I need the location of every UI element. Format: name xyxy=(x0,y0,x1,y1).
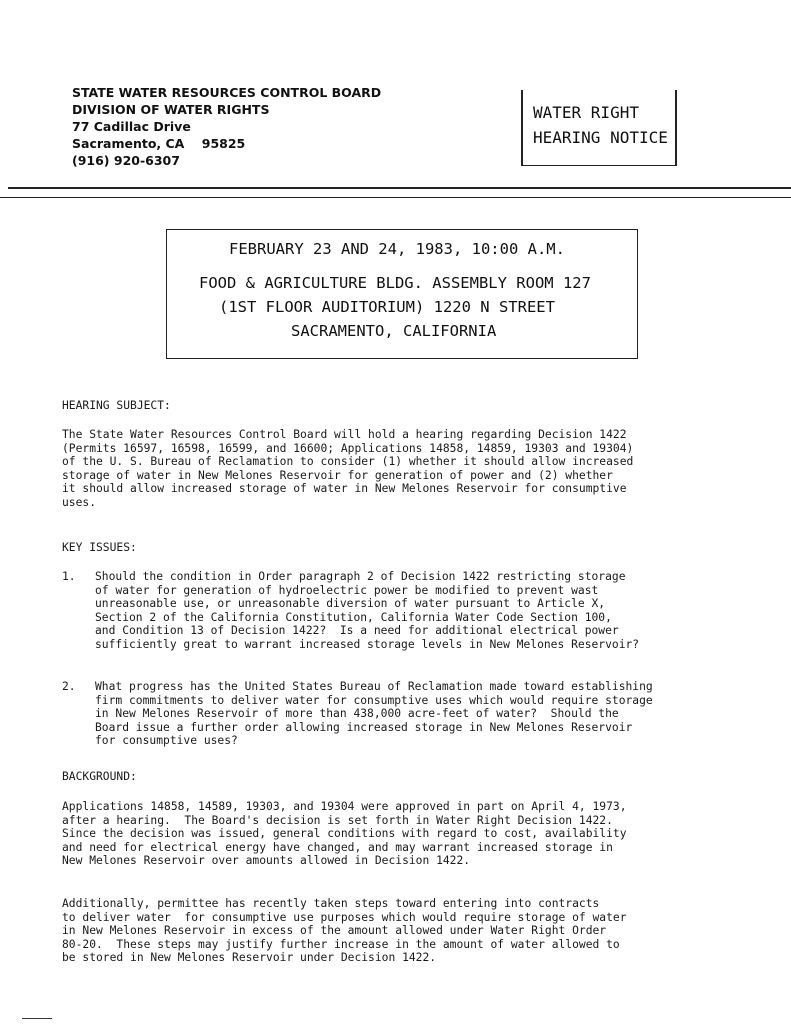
page-edge-mark xyxy=(22,1018,52,1019)
notice-title-line1: WATER RIGHT xyxy=(533,103,639,122)
hearing-building: FOOD & AGRICULTURE BLDG. ASSEMBLY ROOM 127 xyxy=(199,274,591,292)
city-state-zip: Sacramento, CA 95825 xyxy=(72,136,246,151)
hearing-subject-heading: HEARING SUBJECT: xyxy=(62,399,171,412)
background-heading: BACKGROUND: xyxy=(62,770,137,783)
issue-2-text: What progress has the United States Bureau of Reclamation made toward establishing firm commitments to deliver water for consumptive uses which would require storage in New Melones Reservoir of more than 438,000 acre-feet of water? Should the Board issue a further order allowing increased storage in New Melones Reservoir for consumptive uses? xyxy=(95,680,653,748)
hearing-details-box xyxy=(166,229,638,359)
hearing-subject-text: The State Water Resources Control Board will hold a hearing regarding Decision 1422 (Permits 16597, 16598, 16599, and 16600; Applications 14858, 14859, 19303 and 19304) of the U. S. Bureau of Reclamation to consider (1) whether it should allow increased storage of water in New Melones Reservoir for generation of power and (2) whether it should allow increased storage of water in New Melones Reservoir for consumptive uses. xyxy=(62,428,634,509)
hearing-city: SACRAMENTO, CALIFORNIA xyxy=(291,322,497,340)
hearing-floor: (1ST FLOOR AUDITORIUM) 1220 N STREET xyxy=(219,298,555,316)
division-name: DIVISION OF WATER RIGHTS xyxy=(72,102,270,117)
agency-address-block xyxy=(72,84,381,169)
background-paragraph-1: Applications 14858, 14589, 19303, and 19304 were approved in part on April 4, 1973, after a hearing. The Board's decision is set forth in Water Right Decision 1422. Since the decision was issued, general conditions with regard to cost, availability and need for electrical energy have changed, and may warrant increased storage in New Melones Reservoir over amounts allowed in Decision 1422. xyxy=(62,800,627,868)
hearing-date: FEBRUARY 23 AND 24, 1983, 10:00 A.M. xyxy=(229,240,565,258)
notice-title-line2: HEARING NOTICE xyxy=(533,128,668,147)
issue-1-number: 1. xyxy=(62,570,76,583)
street-address: 77 Cadillac Drive xyxy=(72,119,191,134)
header-divider xyxy=(8,187,791,189)
issue-2-number: 2. xyxy=(62,680,76,693)
key-issues-heading: KEY ISSUES: xyxy=(62,541,137,554)
issue-1-text: Should the condition in Order paragraph 2 of Decision 1422 restricting storage of water for generation of hydroelectric power be modified to prevent wast unreasonable use, or unreasonable diversion of water pursuant to Article X, Section 2 of the California Constitution, California Water Code Section 100, and Condition 13 of Decision 1422? Is a need for additional electrical power sufficiently great to warrant increased storage levels in New Melones Reservoir? xyxy=(95,570,640,651)
header-divider-thin xyxy=(0,197,791,198)
phone-number: (916) 920-6307 xyxy=(72,153,180,168)
notice-type-box xyxy=(521,90,677,166)
background-paragraph-2: Additionally, permittee has recently taken steps toward entering into contracts to deliver water for consumptive use purposes which would require storage of water in New Melones Reservoir in excess of the amount allowed under Water Right Order 80-20. These steps may justify further increase in the amount of water allowed to be stored in New Melones Reservoir under Decision 1422. xyxy=(62,897,627,965)
agency-name: STATE WATER RESOURCES CONTROL BOARD xyxy=(72,85,382,100)
